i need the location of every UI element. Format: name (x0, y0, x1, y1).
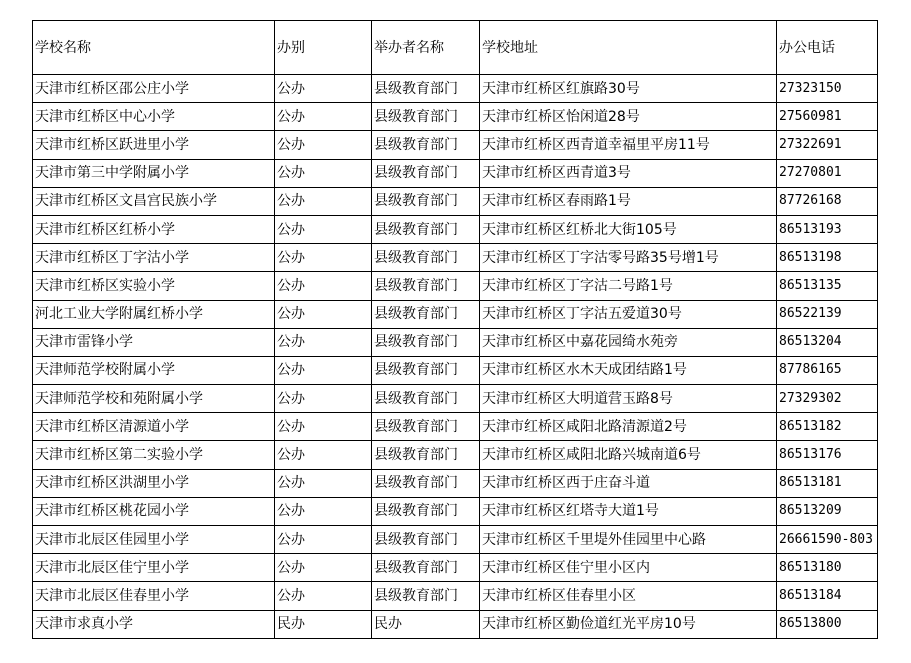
type-cell: 民办 (275, 610, 372, 638)
school-name-cell: 天津市红桥区洪湖里小学 (33, 469, 275, 497)
school-name-cell: 天津师范学校附属小学 (33, 356, 275, 384)
organizer-cell: 县级教育部门 (372, 554, 480, 582)
type-cell: 公办 (275, 356, 372, 384)
phone-cell: 27329302 (777, 385, 878, 413)
school-name-cell: 天津市北辰区佳春里小学 (33, 582, 275, 610)
address-cell: 天津市红桥区勤俭道红光平房10号 (480, 610, 777, 638)
organizer-cell: 县级教育部门 (372, 385, 480, 413)
type-cell: 公办 (275, 187, 372, 215)
phone-cell: 27560981 (777, 103, 878, 131)
school-name-cell: 天津市红桥区邵公庄小学 (33, 75, 275, 103)
school-name-cell: 天津市红桥区文昌宫民族小学 (33, 187, 275, 215)
school-name-cell: 天津市红桥区桃花园小学 (33, 497, 275, 525)
school-name-cell: 河北工业大学附属红桥小学 (33, 300, 275, 328)
table-row (33, 328, 878, 356)
organizer-cell: 县级教育部门 (372, 75, 480, 103)
phone-cell: 87726168 (777, 187, 878, 215)
address-cell: 天津市红桥区中嘉花园绮水苑旁 (480, 328, 777, 356)
header-school-name: 学校名称 (33, 21, 275, 75)
type-cell: 公办 (275, 215, 372, 243)
school-name-cell: 天津市北辰区佳宁里小学 (33, 554, 275, 582)
table-row (33, 497, 878, 525)
address-cell: 天津市红桥区佳宁里小区内 (480, 554, 777, 582)
organizer-cell: 县级教育部门 (372, 300, 480, 328)
address-cell: 天津市红桥区丁字沽五爱道30号 (480, 300, 777, 328)
school-name-cell: 天津市求真小学 (33, 610, 275, 638)
table-row (33, 159, 878, 187)
table-row (33, 413, 878, 441)
phone-cell: 86513800 (777, 610, 878, 638)
type-cell: 公办 (275, 159, 372, 187)
address-cell: 天津市红桥区红塔寺大道1号 (480, 497, 777, 525)
school-name-cell: 天津市红桥区中心小学 (33, 103, 275, 131)
table-row (33, 187, 878, 215)
phone-cell: 86513193 (777, 215, 878, 243)
type-cell: 公办 (275, 526, 372, 554)
organizer-cell: 县级教育部门 (372, 159, 480, 187)
phone-cell: 86513209 (777, 497, 878, 525)
table-row (33, 356, 878, 384)
phone-cell: 86513182 (777, 413, 878, 441)
type-cell: 公办 (275, 497, 372, 525)
phone-cell: 27322691 (777, 131, 878, 159)
organizer-cell: 县级教育部门 (372, 328, 480, 356)
table-row (33, 582, 878, 610)
phone-cell: 86513204 (777, 328, 878, 356)
organizer-cell: 县级教育部门 (372, 131, 480, 159)
organizer-cell: 县级教育部门 (372, 526, 480, 554)
header-row (33, 21, 878, 75)
table-row (33, 469, 878, 497)
header-address: 学校地址 (480, 21, 777, 75)
phone-cell: 86513198 (777, 244, 878, 272)
type-cell: 公办 (275, 328, 372, 356)
header-type: 办别 (275, 21, 372, 75)
table-body (33, 75, 878, 639)
organizer-cell: 县级教育部门 (372, 497, 480, 525)
organizer-cell: 县级教育部门 (372, 272, 480, 300)
address-cell: 天津市红桥区西青道幸福里平房11号 (480, 131, 777, 159)
organizer-cell: 县级教育部门 (372, 215, 480, 243)
school-name-cell: 天津市红桥区第二实验小学 (33, 441, 275, 469)
table-header (33, 21, 878, 75)
school-table (32, 20, 878, 639)
address-cell: 天津市红桥区丁字沽零号路35号增1号 (480, 244, 777, 272)
table-row (33, 215, 878, 243)
table-row (33, 103, 878, 131)
organizer-cell: 县级教育部门 (372, 582, 480, 610)
organizer-cell: 县级教育部门 (372, 441, 480, 469)
phone-cell: 26661590-803 (777, 526, 878, 554)
organizer-cell: 县级教育部门 (372, 356, 480, 384)
table-row (33, 441, 878, 469)
school-name-cell: 天津市第三中学附属小学 (33, 159, 275, 187)
type-cell: 公办 (275, 582, 372, 610)
phone-cell: 86513184 (777, 582, 878, 610)
address-cell: 天津市红桥区西青道3号 (480, 159, 777, 187)
table-row (33, 131, 878, 159)
address-cell: 天津市红桥区怡闲道28号 (480, 103, 777, 131)
phone-cell: 86513176 (777, 441, 878, 469)
type-cell: 公办 (275, 131, 372, 159)
school-name-cell: 天津市红桥区丁字沽小学 (33, 244, 275, 272)
phone-cell: 27270801 (777, 159, 878, 187)
phone-cell: 86513181 (777, 469, 878, 497)
organizer-cell: 县级教育部门 (372, 103, 480, 131)
address-cell: 天津市红桥区红桥北大街105号 (480, 215, 777, 243)
type-cell: 公办 (275, 75, 372, 103)
address-cell: 天津市红桥区红旗路30号 (480, 75, 777, 103)
address-cell: 天津市红桥区咸阳北路兴城南道6号 (480, 441, 777, 469)
type-cell: 公办 (275, 413, 372, 441)
table-row (33, 244, 878, 272)
phone-cell: 86513180 (777, 554, 878, 582)
table-row (33, 300, 878, 328)
school-name-cell: 天津市北辰区佳园里小学 (33, 526, 275, 554)
address-cell: 天津市红桥区西于庄奋斗道 (480, 469, 777, 497)
type-cell: 公办 (275, 103, 372, 131)
school-name-cell: 天津市雷锋小学 (33, 328, 275, 356)
table-row (33, 554, 878, 582)
phone-cell: 86513135 (777, 272, 878, 300)
organizer-cell: 县级教育部门 (372, 187, 480, 215)
phone-cell: 86522139 (777, 300, 878, 328)
phone-cell: 87786165 (777, 356, 878, 384)
address-cell: 天津市红桥区大明道营玉路8号 (480, 385, 777, 413)
type-cell: 公办 (275, 244, 372, 272)
table-row (33, 272, 878, 300)
table-row (33, 526, 878, 554)
address-cell: 天津市红桥区千里堤外佳园里中心路 (480, 526, 777, 554)
type-cell: 公办 (275, 469, 372, 497)
school-name-cell: 天津市红桥区跃进里小学 (33, 131, 275, 159)
address-cell: 天津市红桥区春雨路1号 (480, 187, 777, 215)
organizer-cell: 县级教育部门 (372, 244, 480, 272)
address-cell: 天津市红桥区水木天成团结路1号 (480, 356, 777, 384)
school-name-cell: 天津市红桥区实验小学 (33, 272, 275, 300)
type-cell: 公办 (275, 272, 372, 300)
type-cell: 公办 (275, 385, 372, 413)
address-cell: 天津市红桥区咸阳北路清源道2号 (480, 413, 777, 441)
school-name-cell: 天津市红桥区清源道小学 (33, 413, 275, 441)
table-row (33, 75, 878, 103)
school-name-cell: 天津师范学校和苑附属小学 (33, 385, 275, 413)
organizer-cell: 县级教育部门 (372, 469, 480, 497)
phone-cell: 27323150 (777, 75, 878, 103)
table-row (33, 385, 878, 413)
address-cell: 天津市红桥区佳春里小区 (480, 582, 777, 610)
school-name-cell: 天津市红桥区红桥小学 (33, 215, 275, 243)
organizer-cell: 民办 (372, 610, 480, 638)
header-organizer: 举办者名称 (372, 21, 480, 75)
address-cell: 天津市红桥区丁字沽二号路1号 (480, 272, 777, 300)
type-cell: 公办 (275, 441, 372, 469)
type-cell: 公办 (275, 300, 372, 328)
type-cell: 公办 (275, 554, 372, 582)
header-phone: 办公电话 (777, 21, 878, 75)
table-row (33, 610, 878, 638)
organizer-cell: 县级教育部门 (372, 413, 480, 441)
